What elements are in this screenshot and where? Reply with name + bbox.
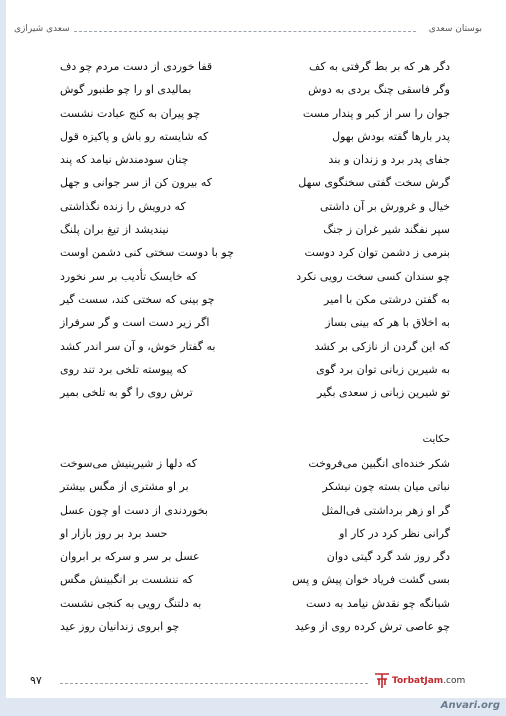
hemistich-first: جفای پدر برد و زندان و بند [328, 153, 450, 167]
hemistich-second: چو پیران به کنج عبادت نشست [60, 106, 201, 120]
hemistich-first: گرانی نظر کرد در کار او [339, 526, 450, 540]
watermark: Anvari.org [440, 700, 500, 711]
verse-row [60, 527, 450, 550]
hemistich-second: به دلتنگ رویی به کنجی نشست [60, 596, 202, 610]
verse-row [60, 340, 450, 363]
hemistich-first: به شیرین زبانی توان برد گوی [316, 362, 450, 376]
hemistich-second: چو با دوست سختی کنی دشمن اوست [60, 246, 234, 260]
torbatjam-logo [374, 672, 470, 690]
verse-row [60, 504, 450, 527]
hemistich-first: بنرمی ز دشمن توان کرد دوست [304, 246, 450, 260]
verse-row [60, 386, 450, 409]
hemistich-second: چو بینی که سختی کند، سست گیر [60, 292, 215, 306]
verse-row [60, 60, 450, 83]
poem-block-1 [60, 60, 450, 409]
page-header [14, 24, 482, 38]
hemistich-first: به گفتن درشتی مکن با امیر [324, 292, 450, 306]
verse-row [60, 270, 450, 293]
hemistich-first: پدر بارها گفته بودش بهول [332, 129, 450, 143]
poem-block-2 [60, 457, 450, 643]
verse-row [60, 363, 450, 386]
hemistich-second: که خایسک تأدیب بر سر نخورد [60, 269, 198, 283]
hemistich-first: چو عاصی ترش کرده روی از وعید [295, 620, 450, 634]
hemistich-first: شکر خنده‌ای انگبین می‌فروخت [308, 457, 450, 470]
verse-row [60, 223, 450, 246]
verse-row [60, 176, 450, 199]
hemistich-first: خیال و غرورش بر آن داشتی [319, 199, 450, 213]
hemistich-first: که این گردن از نازکی بر کشد [314, 339, 450, 353]
page-footer [30, 674, 470, 690]
hemistich-first: نباتی میان بسته چون نیشکر [322, 480, 450, 494]
verse-row [60, 130, 450, 153]
hemistich-second: چو ابروی زندانیان روز عید [60, 620, 180, 634]
page-number: ۹۷ [30, 674, 42, 687]
hemistich-second: نیندیشد از تیغ بران پلنگ [60, 223, 169, 237]
hemistich-second: بمالیدی او را چو طنبور گوش [60, 83, 192, 97]
hemistich-second: به گفتار خوش، و آن سر اندر کشد [60, 339, 216, 353]
hemistich-first: بسی گشت فریاد خوان پیش و پس [292, 573, 450, 587]
page-frame-left [0, 0, 6, 716]
hemistich-first: به اخلاق با هر که بینی بساز [325, 316, 450, 330]
bottom-bar [0, 698, 506, 716]
hemistich-second: حسد برد بر روز بازار او [60, 526, 168, 540]
verse-row [60, 246, 450, 269]
verse-row [60, 573, 450, 596]
verse-row [60, 620, 450, 643]
hemistich-first: گرش سخت گفتی سخنگوی سهل [298, 176, 450, 190]
header-divider [74, 31, 416, 32]
logo-suffix: .com [443, 676, 466, 686]
hemistich-second: ترش روی را گو به تلخی بمیر [60, 386, 193, 400]
logo-text [392, 676, 465, 686]
verse-row [60, 480, 450, 503]
verse-row [60, 316, 450, 339]
hemistich-first: وگر فاسقی چنگ بردی به دوش [308, 83, 450, 97]
hemistich-first: جوان را سر از کبر و پندار مست [302, 106, 450, 120]
header-book-title: بوستان سعدی [428, 24, 482, 34]
verse-row [60, 457, 450, 480]
hemistich-second: بخوردندی از دست او چون عسل [60, 503, 208, 517]
hemistich-second: که درویش را زنده نگذاشتی [60, 199, 186, 213]
hemistich-first: چو سندان کسی سخت رویی نکرد [296, 269, 450, 283]
verse-row [60, 153, 450, 176]
verse-row [60, 83, 450, 106]
hemistich-second: بر او مشتری از مگس بیشتر [60, 480, 189, 494]
hemistich-first: تو شیرین زبانی ز سعدی بگیر [317, 386, 450, 400]
verse-row [60, 107, 450, 130]
hemistich-second: عسل بر سر و سرکه بر ابروان [60, 550, 200, 564]
verse-row [60, 200, 450, 223]
logo-brand: TorbatJam [392, 676, 444, 686]
hemistich-second: که ننشست بر انگبینش مگس [60, 573, 194, 587]
header-author: سعدی شیرازی [14, 24, 70, 34]
hemistich-second: که بیرون کن از سر جوانی و جهل [60, 176, 212, 190]
hemistich-second: که پیوسته تلخی برد تند روی [60, 362, 188, 376]
logo-mark-icon [374, 671, 390, 689]
verse-row [60, 550, 450, 573]
hemistich-first: دگر هر که بر بط گرفتی به کف [309, 60, 450, 73]
verse-row [60, 597, 450, 620]
hemistich-second: اگر زیر دست است و گر سرفراز [60, 316, 210, 330]
story-heading: حکایت [422, 434, 450, 445]
hemistich-first: شبانگه چو نقدش نیامد به دست [306, 596, 450, 610]
hemistich-first: گر او زهر برداشتی فی‌المثل [321, 503, 450, 517]
hemistich-second: قفا خوردی از دست مردم چو دف [60, 60, 213, 73]
hemistich-second: که دلها ز شیرینیش می‌سوخت [60, 457, 197, 470]
hemistich-first: دگر روز شد گرد گیتی دوان [326, 550, 450, 564]
hemistich-second: که شایسته رو باش و پاکیزه قول [60, 129, 209, 143]
hemistich-first: سپر نفگند شیر غران ز جنگ [323, 223, 450, 237]
verse-row [60, 293, 450, 316]
hemistich-second: چنان سودمندش نیامد که پند [60, 153, 189, 167]
footer-divider [60, 683, 368, 684]
